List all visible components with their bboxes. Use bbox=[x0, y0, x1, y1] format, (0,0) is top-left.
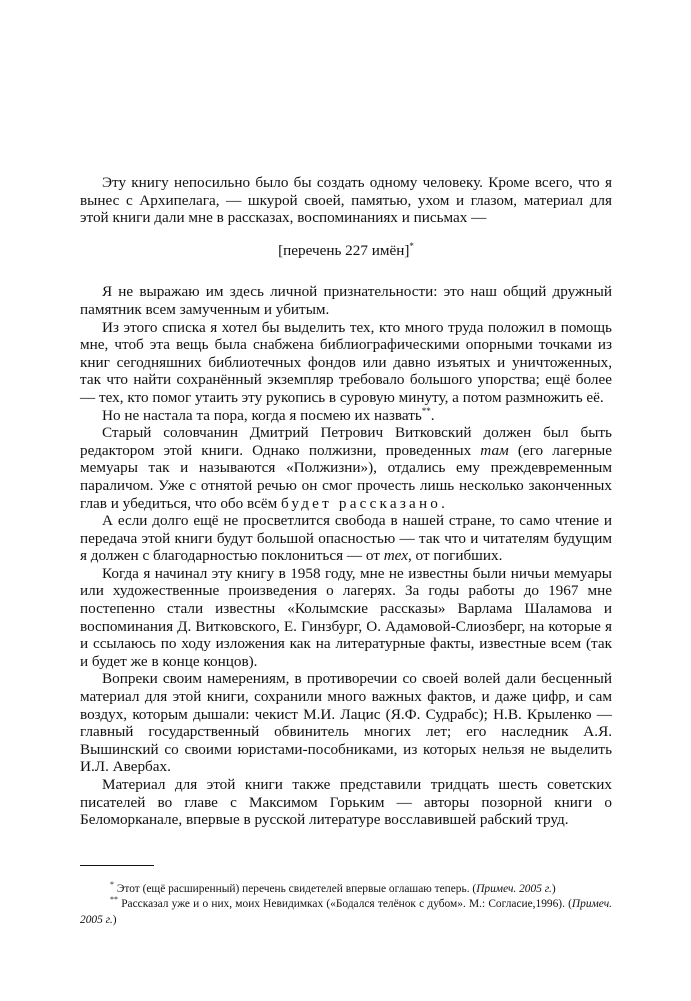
paragraph-6-b: , от погибших. bbox=[407, 547, 503, 565]
footnote-2-mark: ** bbox=[110, 895, 118, 905]
footnote-1-end: ) bbox=[551, 883, 556, 895]
footnote-2-text: Рассказал уже и о них, моих Невидимках («Бодался телёнок с дубом». М.: Согласие,1996). ( bbox=[121, 898, 572, 911]
paragraph-6-a: А если долго ещё не просветлится свобода в нашей стране, то само чтение и передача этой книги будут большой опасностью — так что и читателям будущим я должен с благодарностью поклониться — от bbox=[80, 512, 612, 565]
footnote-2-em: Примеч. 2005 г. bbox=[80, 898, 612, 926]
paragraph-5-em: там bbox=[480, 441, 509, 459]
paragraph-6 bbox=[80, 512, 612, 565]
paragraph-5 bbox=[80, 424, 612, 512]
paragraph-5-b: (его лагерные мемуары так и называются «Полжизни»), отдались ему преждевременным параличом. Уже с отнятой речью он смог прочесть лишь несколько законченных глав и убедиться, что обо всём bbox=[80, 441, 612, 512]
footnote-1 bbox=[80, 882, 612, 897]
paragraph-8: Вопреки своим намерениям, в противоречии со своей волей дали бесценный материал для этой книги, сохранили много важных фактов, и даже цифр, и сам воздух, которым дышали: чекист М.И. Лацис (Я.Ф. Судрабс); Н.В. Крыленко — главный государственный обвинитель многих лет; его наследник А.Я. Вышинский со своими юристами-пособниками, из которых нельзя не выделить И.Л. Авербах. bbox=[80, 670, 612, 776]
paragraph-5-c: . bbox=[441, 494, 445, 512]
centered-list-note bbox=[80, 242, 612, 260]
footnote-mark-1: * bbox=[409, 240, 414, 251]
footnote-1-text: Этот (ещё расширенный) перечень свидетелей впервые оглашаю теперь. ( bbox=[116, 883, 477, 895]
footnote-divider bbox=[80, 865, 154, 866]
paragraph-1: Эту книгу непосильно было бы создать одному человеку. Кроме всего, что я вынес с Архипелага, — шкурой своей, памятью, ухом и глазом, материал для этой книги дали мне в рассказах, воспоминаниях и письмах — bbox=[80, 174, 612, 227]
main-text bbox=[80, 174, 612, 829]
paragraph-5-a: Старый соловчанин Дмитрий Петрович Витковский должен был быть редактором этой книги. Однако полжизни, проведенных bbox=[80, 424, 612, 459]
paragraph-2: Я не выражаю им здесь личной признательности: это наш общий дружный памятник всем замученным и убитым. bbox=[80, 283, 612, 318]
paragraph-5-spaced: будет рассказано bbox=[281, 494, 442, 512]
paragraph-9: Материал для этой книги также представили тридцать шесть советских писателей во главе с Максимом Горьким — авторы позорной книги о Беломорканале, впервые в русской литературе восславившей рабский труд. bbox=[80, 776, 612, 829]
footnote-mark-2: ** bbox=[421, 405, 431, 416]
footnote-2 bbox=[80, 897, 612, 928]
paragraph-4-end: . bbox=[430, 406, 435, 424]
paragraph-4 bbox=[80, 407, 612, 425]
paragraph-7: Когда я начинал эту книгу в 1958 году, мне не известны были ничьи мемуары или художественные произведения о лагерях. За годы работы до 1967 мне постепенно стали известны «Колымские рассказы» Варлама Шаламова и воспоминания Д. Витковского, Е. Гинзбург, О. Адамовой-Слиозберг, на которые я и ссылаюсь по ходу изложения как на литературные факты, известные всем (так и будет же в конце концов). bbox=[80, 564, 612, 670]
footnotes bbox=[80, 882, 612, 928]
footnote-2-end: ) bbox=[112, 913, 117, 926]
centered-text: [перечень 227 имён] bbox=[278, 241, 410, 259]
paragraph-4-text: Но не настала та пора, когда я посмею их назвать bbox=[102, 406, 422, 424]
footnote-1-em: Примеч. 2005 г. bbox=[476, 883, 552, 895]
paragraph-6-em: тех bbox=[383, 547, 408, 565]
paragraph-3: Из этого списка я хотел бы выделить тех, кто много труда положил в помощь мне, чтоб эта вещь была снабжена библиографическими опорными точками из книг сегодняшних библиотечных фондов или давно изъятых и уничтоженных, так что найти сохранённый экземпляр требовало большого упорства; ещё более — тех, кто помог утаить эту рукопись в суровую минуту, а потом размножить её. bbox=[80, 318, 612, 406]
footnote-1-mark: * bbox=[110, 880, 114, 890]
